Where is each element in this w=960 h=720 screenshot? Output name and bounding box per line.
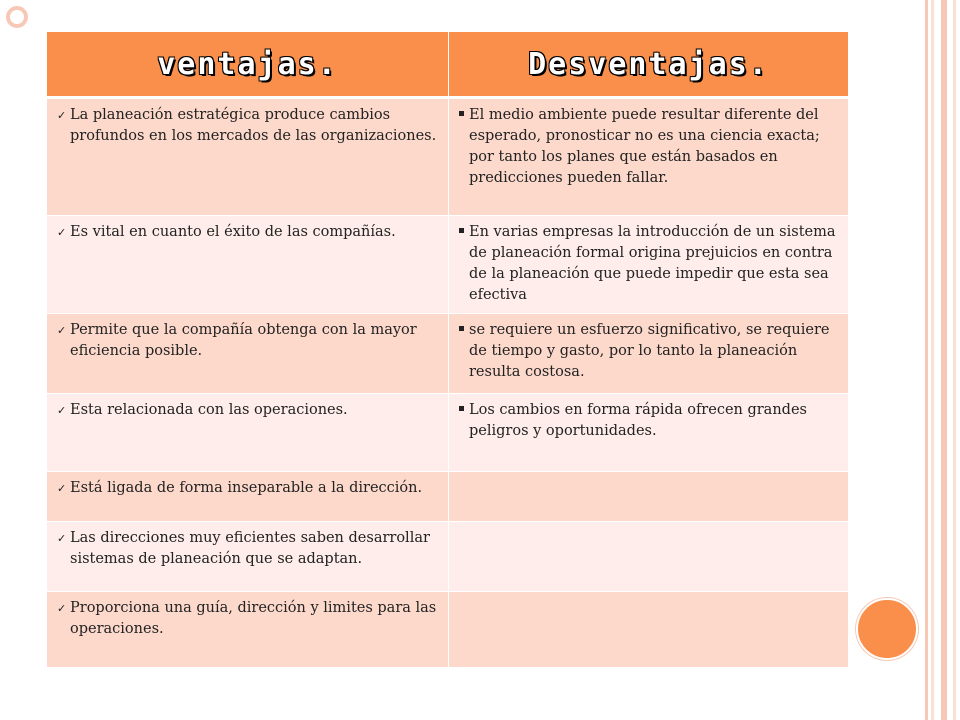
- ventaja-text: Permite que la compañía obtenga con la mayor eficiencia posible.: [70, 322, 417, 359]
- table-row: [47, 98, 849, 216]
- table-row: [47, 394, 849, 472]
- ventaja-text: Es vital en cuanto el éxito de las compañías.: [70, 224, 396, 240]
- square-bullet-icon: [459, 105, 469, 126]
- ventaja-cell: [47, 98, 449, 216]
- ventaja-cell: [47, 592, 449, 668]
- ventaja-cell: [47, 394, 449, 472]
- desventaja-text: En varias empresas la introducción de un sistema de planeación formal origina prejuicios en contra de la planeación que puede impedir que esta sea efectiva: [469, 224, 836, 303]
- checkmark-icon: ✓: [57, 602, 67, 615]
- ventaja-text: Esta relacionada con las operaciones.: [70, 402, 348, 418]
- desventaja-cell: [449, 98, 849, 216]
- desventaja-text: se requiere un esfuerzo significativo, se requiere de tiempo y gasto, por lo tanto la planeación resulta costosa.: [469, 322, 830, 380]
- checkmark-icon: ✓: [57, 109, 67, 122]
- table-row: [47, 472, 849, 522]
- decorative-circle-side-icon: [856, 598, 918, 660]
- ventaja-cell: [47, 522, 449, 592]
- checkmark-icon: ✓: [57, 404, 67, 417]
- table-row: [47, 216, 849, 314]
- desventaja-cell: [449, 592, 849, 668]
- ventaja-text: Está ligada de forma inseparable a la dirección.: [70, 480, 423, 496]
- desventaja-cell: [449, 472, 849, 522]
- ventaja-cell: [47, 216, 449, 314]
- decorative-circle-top-icon: [6, 6, 28, 28]
- checkmark-icon: ✓: [57, 324, 67, 337]
- ventaja-text: Proporciona una guía, dirección y limites para las operaciones.: [70, 600, 437, 637]
- desventaja-cell: [449, 522, 849, 592]
- ventaja-cell: [47, 472, 449, 522]
- desventaja-cell: [449, 314, 849, 394]
- table-row: [47, 592, 849, 668]
- checkmark-icon: ✓: [57, 532, 67, 545]
- desventaja-cell: [449, 394, 849, 472]
- desventaja-text: Los cambios en forma rápida ofrecen grandes peligros y oportunidades.: [469, 402, 807, 439]
- desventaja-text: El medio ambiente puede resultar diferente del esperado, pronosticar no es una ciencia exacta; por tanto los planes que están basados en predicciones pueden fallar.: [469, 107, 820, 186]
- ventaja-text: La planeación estratégica produce cambios profundos en los mercados de las organizaciones.: [70, 107, 437, 144]
- square-bullet-icon: [459, 320, 469, 341]
- table-row: [47, 314, 849, 394]
- square-bullet-icon: [459, 400, 469, 421]
- square-bullet-icon: [459, 222, 469, 243]
- checkmark-icon: ✓: [57, 482, 67, 495]
- ventaja-cell: [47, 314, 449, 394]
- table-header-row: [47, 32, 849, 98]
- desventaja-cell: [449, 216, 849, 314]
- comparison-table: [46, 31, 849, 668]
- decorative-stripes: [920, 0, 960, 720]
- header-ventajas: ventajas.: [47, 32, 449, 98]
- table-row: [47, 522, 849, 592]
- ventaja-text: Las direcciones muy eficientes saben desarrollar sistemas de planeación que se adaptan.: [70, 530, 430, 567]
- header-desventajas: Desventajas.: [449, 32, 849, 98]
- checkmark-icon: ✓: [57, 226, 67, 239]
